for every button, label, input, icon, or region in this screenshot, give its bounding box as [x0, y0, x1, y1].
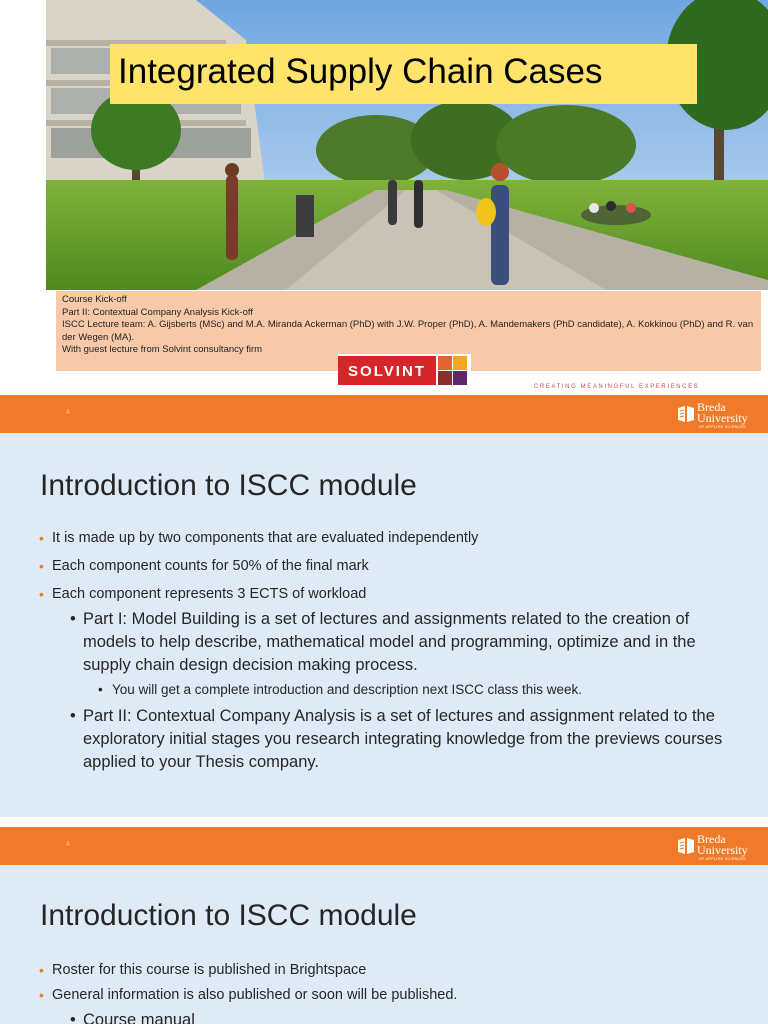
logo-line-university: University: [697, 843, 748, 857]
breda-emblem-icon: [676, 404, 696, 424]
page-number: 4: [66, 409, 70, 416]
breda-emblem-icon: [676, 836, 696, 856]
list-item: • Roster for this course is published in Brightspace: [37, 961, 747, 980]
logo-line-applied: OF APPLIED SCIENCES: [699, 857, 746, 861]
sub-sub-list-item: • You will get a complete introduction and description next ISCC class this week.: [98, 681, 747, 699]
title-slide: [0, 0, 768, 395]
list-item: • Each component counts for 50% of the final mark: [37, 557, 747, 576]
info-line-part2: Part II: Contextual Company Analysis Kick-off: [62, 306, 253, 318]
logo-line-breda: Breda: [697, 832, 726, 846]
solvint-logo: [338, 354, 471, 387]
tagline: CREATING MEANINGFUL EXPERIENCES: [534, 384, 700, 390]
bullet-list: [37, 961, 747, 1024]
list-item: • Each component represents 3 ECTS of workload: [37, 585, 747, 604]
slide-title: Introduction to ISCC module: [40, 899, 417, 932]
sub-list-item-part1: • Part I: Model Building is a set of lectures and assignments related to the creation of models to help describe, mathematical model and programming, optimize and in the supply chain design decision making process.: [70, 608, 747, 677]
title-banner: [110, 44, 697, 104]
list-item: • It is made up by two components that are evaluated independently: [37, 529, 747, 548]
logo-line-university: University: [697, 411, 748, 425]
logo-line-applied: OF APPLIED SCIENCES: [699, 425, 746, 429]
logo-line-breda: Breda: [697, 400, 726, 414]
solvint-logo-text: SOLVINT: [348, 363, 426, 380]
intro-slide-1: [0, 433, 768, 817]
sub-list-item: • Course manual: [70, 1009, 747, 1024]
info-line-team: ISCC Lecture team: A. Gijsberts (MSc) and M.A. Miranda Ackerman (PhD) with J.W. Proper (PhD), A. Mandemakers (PhD candidate), A. Kokkinou (PhD) and R. van der Wegen (MA).: [62, 319, 754, 343]
slide-header-bar: [0, 395, 768, 433]
slide-header-bar: [0, 827, 768, 865]
bullet-list: [37, 529, 747, 778]
info-line-kickoff: Course Kick-off: [62, 294, 127, 305]
page-title: Integrated Supply Chain Cases: [118, 52, 603, 91]
intro-slide-2: [0, 865, 768, 1024]
list-item: • General information is also published or soon will be published.: [37, 986, 747, 1005]
slide-title: Introduction to ISCC module: [40, 469, 417, 502]
sub-list-item-part2: • Part II: Contextual Company Analysis is a set of lectures and assignment related to the exploratory initial stages you research integrating knowledge from the previews courses applied to your Thesis company.: [70, 705, 747, 774]
page-number: 4: [66, 841, 70, 848]
breda-university-logo: [676, 832, 760, 862]
info-line-guest: With guest lecture from Solvint consultancy firm: [62, 344, 263, 355]
breda-university-logo: [676, 400, 760, 430]
